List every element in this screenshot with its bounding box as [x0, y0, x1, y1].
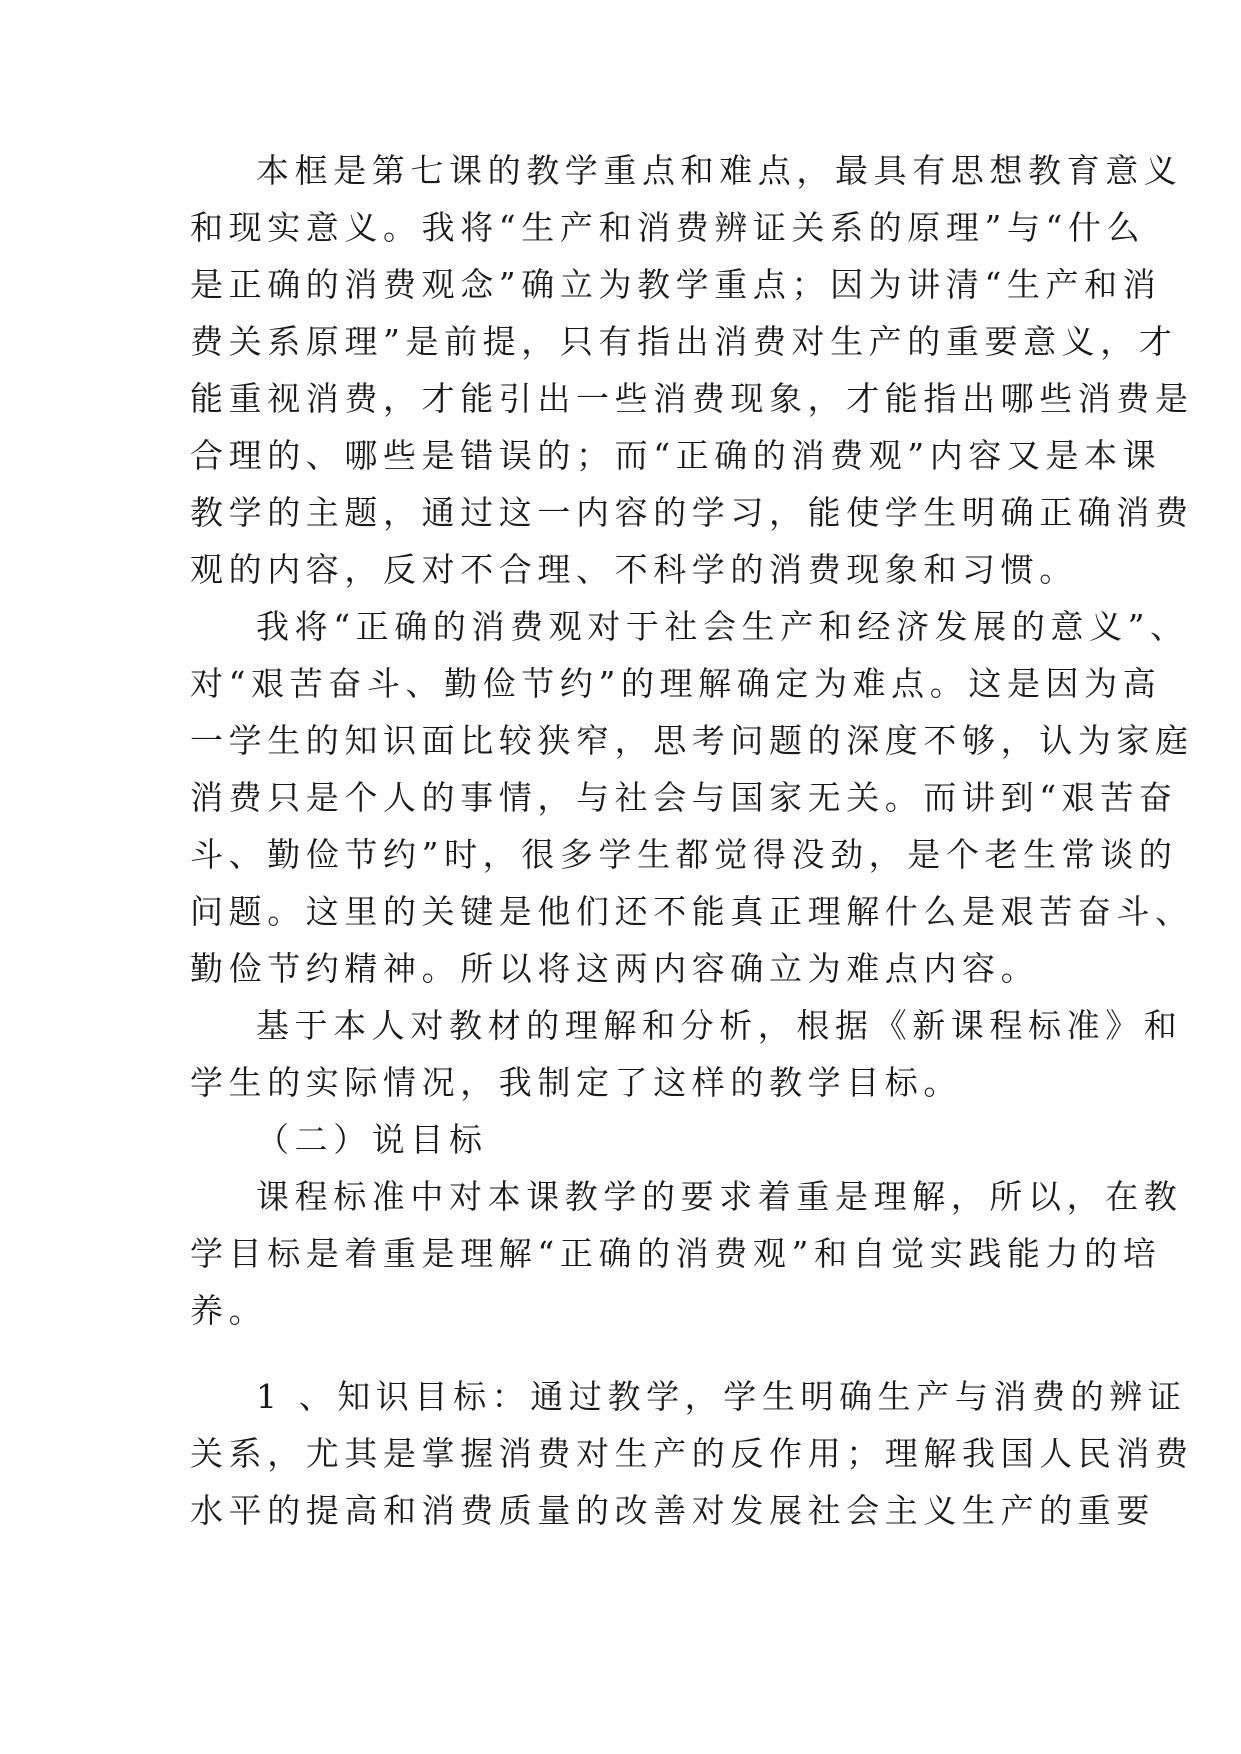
paragraph-1-line-8: 观的内容，反对不合理、不科学的消费现象和习惯。 [190, 550, 1078, 589]
paragraph-1-line-4: 费关系原理”是前提，只有指出消费对生产的重要意义，才 [190, 322, 1178, 361]
paragraph-5-line-1: 课程标准中对本课教学的要求着重是理解，所以，在教 [256, 1177, 1183, 1216]
paragraph-3-line-1: 基于本人对教材的理解和分析，根据《新课程标准》和 [256, 1006, 1183, 1045]
paragraph-1-line-7: 教学的主题，通过这一内容的学习，能使学生明确正确消费 [190, 493, 1194, 532]
paragraph-3-line-2: 学生的实际情况，我制定了这样的教学目标。 [190, 1063, 962, 1102]
paragraph-2-line-4: 消费只是个人的事情，与社会与国家无关。而讲到“艰苦奋 [190, 778, 1178, 817]
paragraph-1-line-2: 和现实意义。我将“生产和消费辨证关系的原理”与“什么 [190, 208, 1146, 247]
paragraph-6-line-3: 水平的提高和消费质量的改善对发展社会主义生产的重要 [190, 1491, 1155, 1530]
paragraph-2-line-3: 一学生的知识面比较狭窄，思考问题的深度不够，认为家庭 [190, 721, 1194, 760]
paragraph-5-line-2: 学目标是着重是理解“正确的消费观”和自觉实践能力的培 [190, 1234, 1162, 1273]
paragraph-2-line-6: 问题。这里的关键是他们还不能真正理解什么是艰苦奋斗、 [190, 892, 1194, 931]
paragraph-5-line-3: 养。 [190, 1291, 268, 1330]
paragraph-2-line-2: 对“艰苦奋斗、勤俭节约”的理解确定为难点。这是因为高 [190, 664, 1162, 703]
paragraph-1-line-3: 是正确的消费观念”确立为教学重点；因为讲清“生产和消 [190, 265, 1162, 304]
paragraph-2-line-1: 我将“正确的消费观对于社会生产和经济发展的意义”、 [256, 607, 1189, 646]
paragraph-1-line-1: 本框是第七课的教学重点和难点，最具有思想教育意义 [256, 151, 1183, 190]
section-heading: （二）说目标 [256, 1120, 488, 1159]
paragraph-6-line-1: 1 、知识目标：通过教学，学生明确生产与消费的辨证 [256, 1377, 1187, 1416]
paragraph-1-line-6: 合理的、哪些是错误的；而“正确的消费观”内容又是本课 [190, 436, 1162, 475]
paragraph-6-line-2: 关系，尤其是掌握消费对生产的反作用；理解我国人民消费 [190, 1434, 1194, 1473]
paragraph-1-line-5: 能重视消费，才能引出一些消费现象，才能指出哪些消费是 [190, 379, 1194, 418]
paragraph-2-line-7: 勤俭节约精神。所以将这两内容确立为难点内容。 [190, 949, 1040, 988]
paragraph-2-line-5: 斗、勤俭节约”时，很多学生都觉得没劲，是个老生常谈的 [190, 835, 1178, 874]
